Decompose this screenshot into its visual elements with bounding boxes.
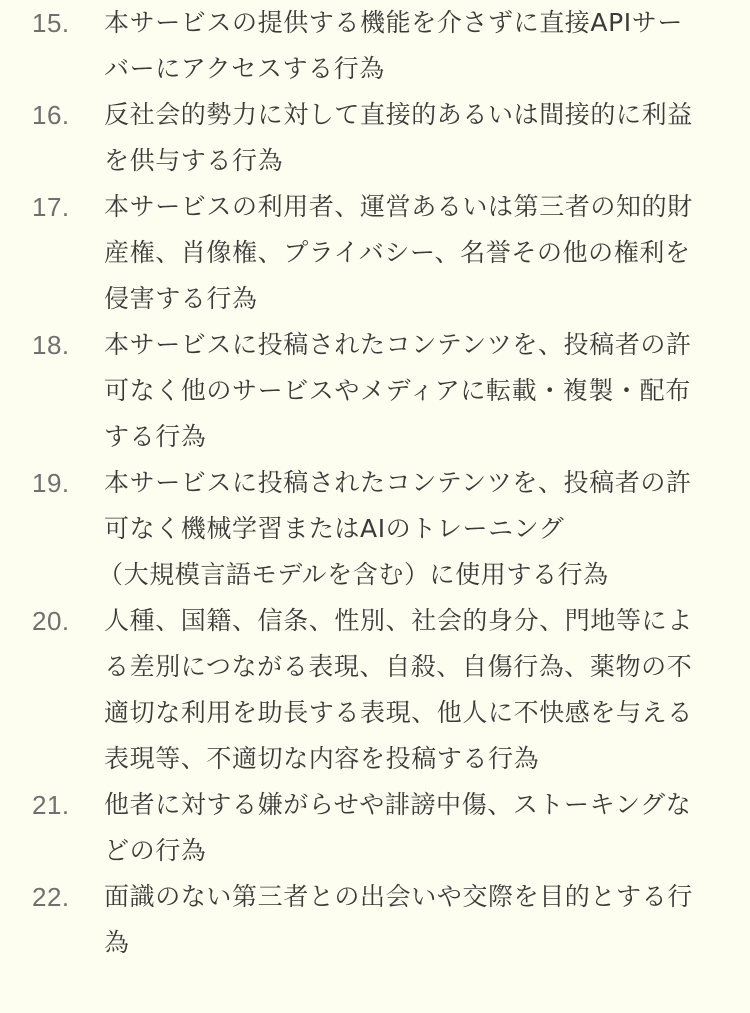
list-item-21 — [0, 782, 750, 874]
item-text: 面識のない第三者との出会いや交際を目的とする行為 — [104, 882, 693, 957]
list-item-19 — [0, 460, 750, 598]
item-text: 人種、国籍、信条、性別、社会的身分、門地等による差別につながる表現、自殺、自傷行為、薬物の不適切な利用を助長する表現、他人に不快感を与える表現等、不適切な内容を投稿する行為 — [104, 606, 693, 773]
item-text-part2: （大規模言語モデルを含む）に使用する行為 — [98, 560, 609, 589]
list-item-16 — [0, 92, 750, 184]
item-text-part1: 本サービスに投稿されたコンテンツを、投稿者の許可なく機械学習またはAIのトレーニング — [104, 468, 692, 543]
item-number: 20. — [32, 606, 70, 636]
item-text: 本サービスの提供する機能を介さずに直接APIサーバーにアクセスする行為 — [104, 8, 683, 83]
list-item-20 — [0, 598, 750, 782]
item-number: 21. — [32, 790, 70, 820]
item-number: 16. — [32, 100, 70, 130]
item-number: 17. — [32, 192, 70, 222]
item-text — [98, 460, 700, 598]
item-text: 本サービスに投稿されたコンテンツを、投稿者の許可なく他のサービスやメディアに転載・複製・配布する行為 — [104, 330, 692, 451]
item-number: 22. — [32, 882, 70, 912]
list-item-15 — [0, 0, 750, 92]
item-text: 他者に対する嫌がらせや誹謗中傷、ストーキングなどの行為 — [104, 790, 692, 865]
item-number: 15. — [32, 8, 70, 38]
list-item-22 — [0, 874, 750, 966]
list-item-18 — [0, 322, 750, 460]
item-number: 18. — [32, 330, 70, 360]
list-item-17 — [0, 184, 750, 322]
item-number: 19. — [32, 468, 70, 498]
item-text: 本サービスの利用者、運営あるいは第三者の知的財産権、肖像権、プライバシー、名誉その他の権利を侵害する行為 — [104, 192, 693, 313]
item-text: 反社会的勢力に対して直接的あるいは間接的に利益を供与する行為 — [104, 100, 693, 175]
